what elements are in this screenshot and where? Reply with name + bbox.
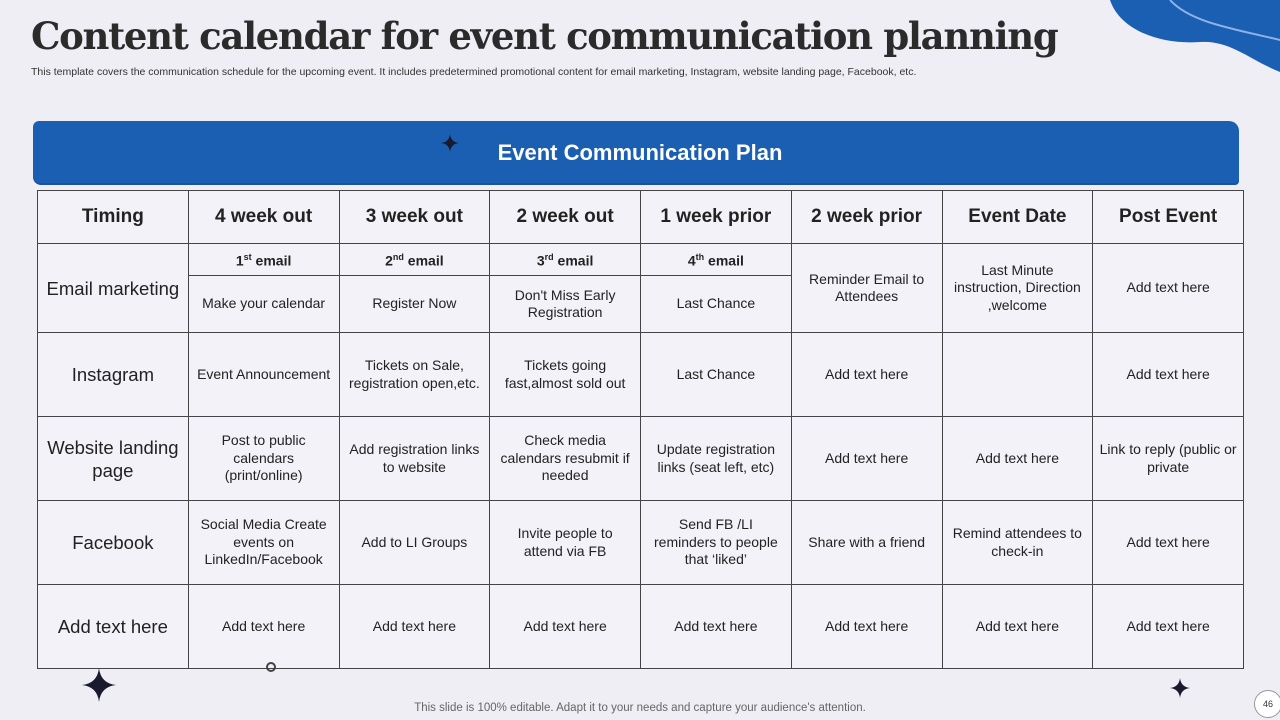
table-cell: Update registration links (seat left, etc) bbox=[641, 417, 792, 501]
table-cell: Add text here bbox=[188, 585, 339, 669]
column-header: 4 week out bbox=[188, 191, 339, 244]
table-cell: Add to LI Groups bbox=[339, 501, 490, 585]
table-cell: Send FB /LI reminders to people that ‘liked’ bbox=[641, 501, 792, 585]
column-header: 1 week prior bbox=[641, 191, 792, 244]
column-header: 2 week out bbox=[490, 191, 641, 244]
table-cell: Last Minute instruction, Direction ,welcome bbox=[942, 244, 1093, 333]
table-row bbox=[38, 333, 1244, 417]
table-cell: Remind attendees to check-in bbox=[942, 501, 1093, 585]
table-cell: Last Chance bbox=[641, 276, 792, 333]
table-cell: Event Announcement bbox=[188, 333, 339, 417]
table-cell: Post to public calendars (print/online) bbox=[188, 417, 339, 501]
row-label: Add text here bbox=[38, 585, 189, 669]
table-cell: Add text here bbox=[1093, 333, 1244, 417]
email-number: 2nd email bbox=[339, 244, 490, 276]
table-cell: Add text here bbox=[1093, 244, 1244, 333]
table-row bbox=[38, 501, 1244, 585]
table-cell: Don't Miss Early Registration bbox=[490, 276, 641, 333]
row-label: Instagram bbox=[38, 333, 189, 417]
footer-note: This slide is 100% editable. Adapt it to your needs and capture your audience's attention. bbox=[414, 702, 866, 714]
corner-wave-decoration bbox=[1110, 0, 1280, 80]
table-cell: Tickets on Sale, registration open,etc. bbox=[339, 333, 490, 417]
communication-plan-table bbox=[37, 190, 1244, 669]
table-cell: Add text here bbox=[1093, 585, 1244, 669]
email-number: 1st email bbox=[188, 244, 339, 276]
table-cell: Add text here bbox=[791, 585, 942, 669]
table-cell: Add text here bbox=[339, 585, 490, 669]
table-row-email bbox=[38, 244, 1244, 276]
header-row bbox=[38, 191, 1244, 244]
table-row bbox=[38, 417, 1244, 501]
table-cell: Make your calendar bbox=[188, 276, 339, 333]
table-cell: Add text here bbox=[791, 333, 942, 417]
table-cell: Link to reply (public or private bbox=[1093, 417, 1244, 501]
sparkle-icon bbox=[82, 667, 116, 703]
table-cell: Add registration links to website bbox=[339, 417, 490, 501]
table-cell: Last Chance bbox=[641, 333, 792, 417]
banner-title: Event Communication Plan bbox=[497, 140, 783, 165]
sparkle-icon bbox=[1170, 678, 1190, 698]
slide-title: Content calendar for event communication planning bbox=[31, 14, 1058, 58]
row-label: Website landing page bbox=[38, 417, 189, 501]
table-cell: Add text here bbox=[641, 585, 792, 669]
row-label: Email marketing bbox=[38, 244, 189, 333]
table-cell: Add text here bbox=[1093, 501, 1244, 585]
row-label: Facebook bbox=[38, 501, 189, 585]
table-cell: Add text here bbox=[490, 585, 641, 669]
table-cell: Share with a friend bbox=[791, 501, 942, 585]
page-number: 46 bbox=[1254, 690, 1280, 718]
column-header: Timing bbox=[38, 191, 189, 244]
column-header: Event Date bbox=[942, 191, 1093, 244]
table-cell: Register Now bbox=[339, 276, 490, 333]
table-row bbox=[38, 585, 1244, 669]
table-cell: Social Media Create events on LinkedIn/Facebook bbox=[188, 501, 339, 585]
email-number: 3rd email bbox=[490, 244, 641, 276]
column-header: 3 week out bbox=[339, 191, 490, 244]
table-cell: Add text here bbox=[942, 417, 1093, 501]
column-header: 2 week prior bbox=[791, 191, 942, 244]
slide-subtitle: This template covers the communication schedule for the upcoming event. It includes predetermined promotional content for email marketing, Instagram, website landing page, Facebook, etc. bbox=[31, 66, 917, 78]
column-header: Post Event bbox=[1093, 191, 1244, 244]
table-cell: Reminder Email to Attendees bbox=[791, 244, 942, 333]
table-cell: Add text here bbox=[791, 417, 942, 501]
table-cell: Tickets going fast,almost sold out bbox=[490, 333, 641, 417]
table-cell bbox=[942, 333, 1093, 417]
ring-decoration bbox=[266, 662, 276, 672]
table-cell: Add text here bbox=[942, 585, 1093, 669]
table-cell: Check media calendars resubmit if needed bbox=[490, 417, 641, 501]
email-number: 4th email bbox=[641, 244, 792, 276]
table-cell: Invite people to attend via FB bbox=[490, 501, 641, 585]
